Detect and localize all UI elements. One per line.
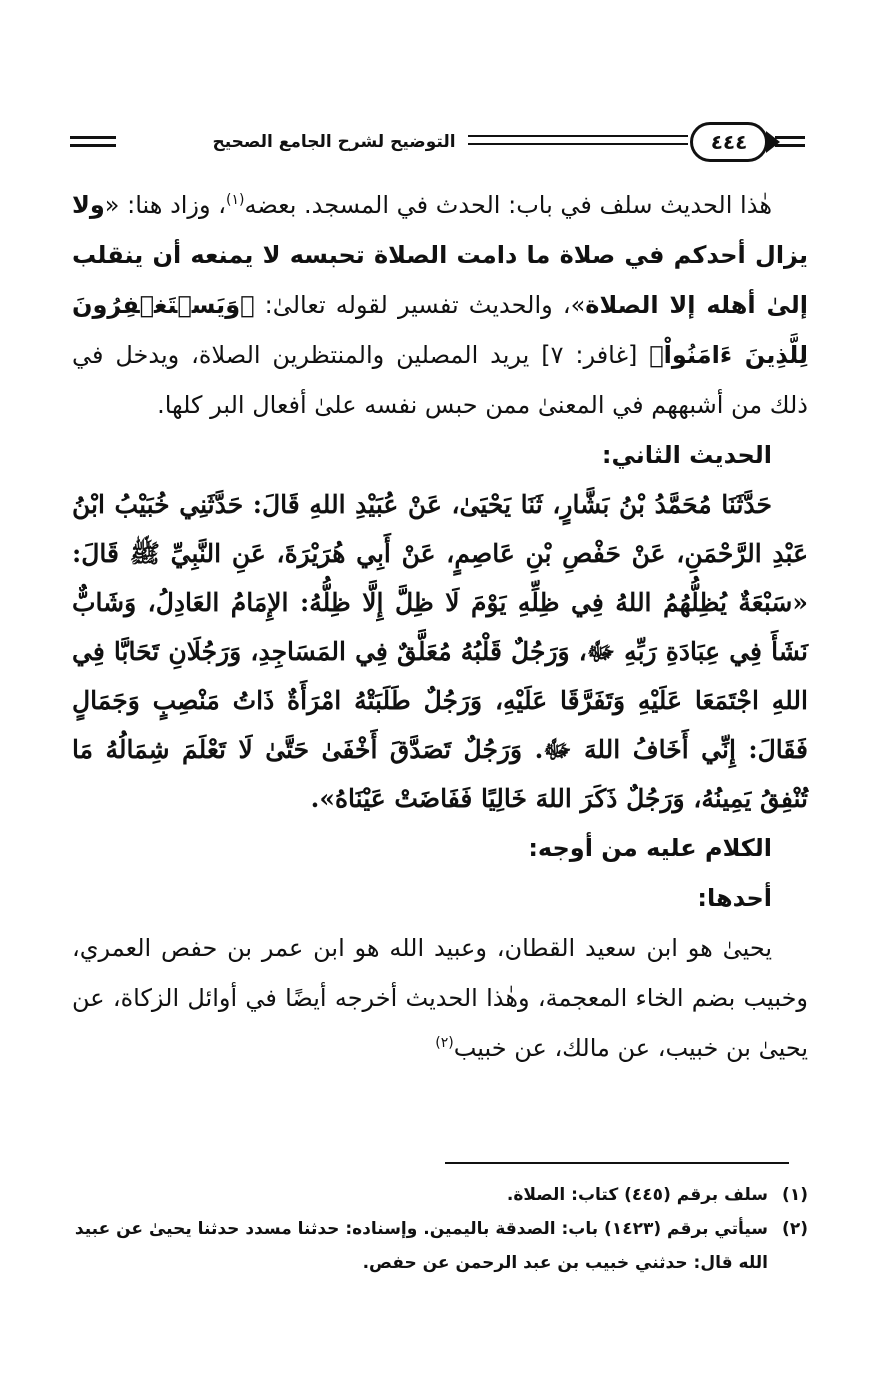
- heading-second-hadith: الحديث الثاني:: [601, 441, 772, 469]
- footnote-text: سيأتي برقم (١٤٢٣) باب: الصدقة باليمين. وإسناده: حدثنا مسدد حدثنا يحيىٰ عن عبيد الله قال: حدثني خبيب بن عبد الرحمن عن حفص.: [74, 1219, 768, 1273]
- footnote-ref-2[interactable]: (٢): [435, 1035, 454, 1051]
- footnote-text: سلف برقم (٤٤٥) كتاب: الصلاة.: [506, 1185, 768, 1205]
- hadith-text: حَدَّثَنَا مُحَمَّدُ بْنُ بَشَّارٍ، ثَنَا يَحْيَىٰ، عَنْ عُبَيْدِ اللهِ قَالَ: حَدَّثَنِي خُبَيْبُ ابْنُ عَبْدِ الرَّحْمَنِ، عَنْ حَفْصِ بْنِ عَاصِمٍ، عَنْ أَبِي هُرَيْرَةَ، عَنِ النَّبِيِّ ﷺ قَالَ: «سَبْعَةٌ يُظِلُّهُمُ اللهُ فِي ظِلِّهِ يَوْمَ لَا ظِلَّ إِلَّا ظِلُّهُ: الإِمَامُ العَادِلُ، وَشَابٌّ نَشَأَ فِي عِبَادَةِ رَبِّهِ ﷻ، وَرَجُلٌ قَلْبُهُ مُعَلَّقٌ فِي المَسَاجِدِ، وَرَجُلَانِ تَحَابَّا فِي اللهِ اجْتَمَعَا عَلَيْهِ وَتَفَرَّقَا عَلَيْهِ، وَرَجُلٌ طَلَبَتْهُ امْرَأَةٌ ذَاتُ مَنْصِبٍ وَجَمَالٍ فَقَالَ: إِنِّي أَخَافُ اللهَ ﷻ. وَرَجُلٌ تَصَدَّقَ أَخْفَىٰ حَتَّىٰ لَا تَعْلَمَ شِمَالُهُ مَا تُنْفِقُ يَمِينُهُ، وَرَجُلٌ ذَكَرَ اللهَ خَالِيًا فَفَاضَتْ عَيْنَاهُ».: [72, 490, 808, 813]
- page-number-ornament-icon: [766, 131, 780, 153]
- heading-discussion: الكلام عليه من أوجه:: [528, 834, 772, 862]
- text-segment: ، وزاد هنا: «: [104, 191, 226, 219]
- text-segment: »، والحديث تفسير لقوله تعالىٰ:: [254, 291, 586, 319]
- running-title: التوضيح لشرح الجامع الصحيح: [200, 130, 468, 154]
- paragraph-commentary-intro: [72, 180, 808, 430]
- footnote-divider: [445, 1162, 789, 1164]
- text-segment: يحيىٰ هو ابن سعيد القطان، وعبيد الله هو ابن عمر بن حفص العمري، وخبيب بضم الخاء المعجمة، وهٰذا الحديث أخرجه أيضًا في أوائل الزكاة، عن يحيىٰ بن خبيب، عن مالك، عن خبيب: [72, 934, 808, 1062]
- text-segment: [غافر: ٧] يريد المصلين والمنتظرين الصلاة، ويدخل في ذلك من أشبههم في المعنىٰ ممن حبس نفسه علىٰ أفعال البر كلها.: [72, 341, 808, 419]
- heading-first-aspect: أحدها:: [697, 884, 772, 912]
- paragraph-narrators: [72, 923, 808, 1073]
- hadith-quote: ولا يزال أحدكم في صلاة ما دامت الصلاة تحبسه لا يمنعه أن ينقلب إلىٰ أهله إلا الصلاة: [72, 191, 808, 319]
- running-header: [70, 122, 810, 166]
- main-text: [72, 180, 808, 1073]
- footnote-item: [72, 1212, 808, 1280]
- quran-verse: ﴿وَيَسۡتَغۡفِرُونَ لِلَّذِينَ ءَامَنُواْ﴾: [72, 291, 808, 369]
- footnote-number: (١): [782, 1185, 808, 1205]
- page-number: ٤٤٤: [690, 122, 768, 162]
- footnotes: [72, 1178, 808, 1280]
- header-left-rule-top: [70, 136, 116, 139]
- footnote-item: [72, 1178, 808, 1212]
- text-segment: هٰذا الحديث سلف في باب: الحدث في المسجد. بعضه: [244, 191, 772, 219]
- footnote-ref-1[interactable]: (١): [226, 192, 245, 208]
- header-left-rule-bottom: [70, 144, 116, 147]
- footnote-number: (٢): [782, 1219, 808, 1239]
